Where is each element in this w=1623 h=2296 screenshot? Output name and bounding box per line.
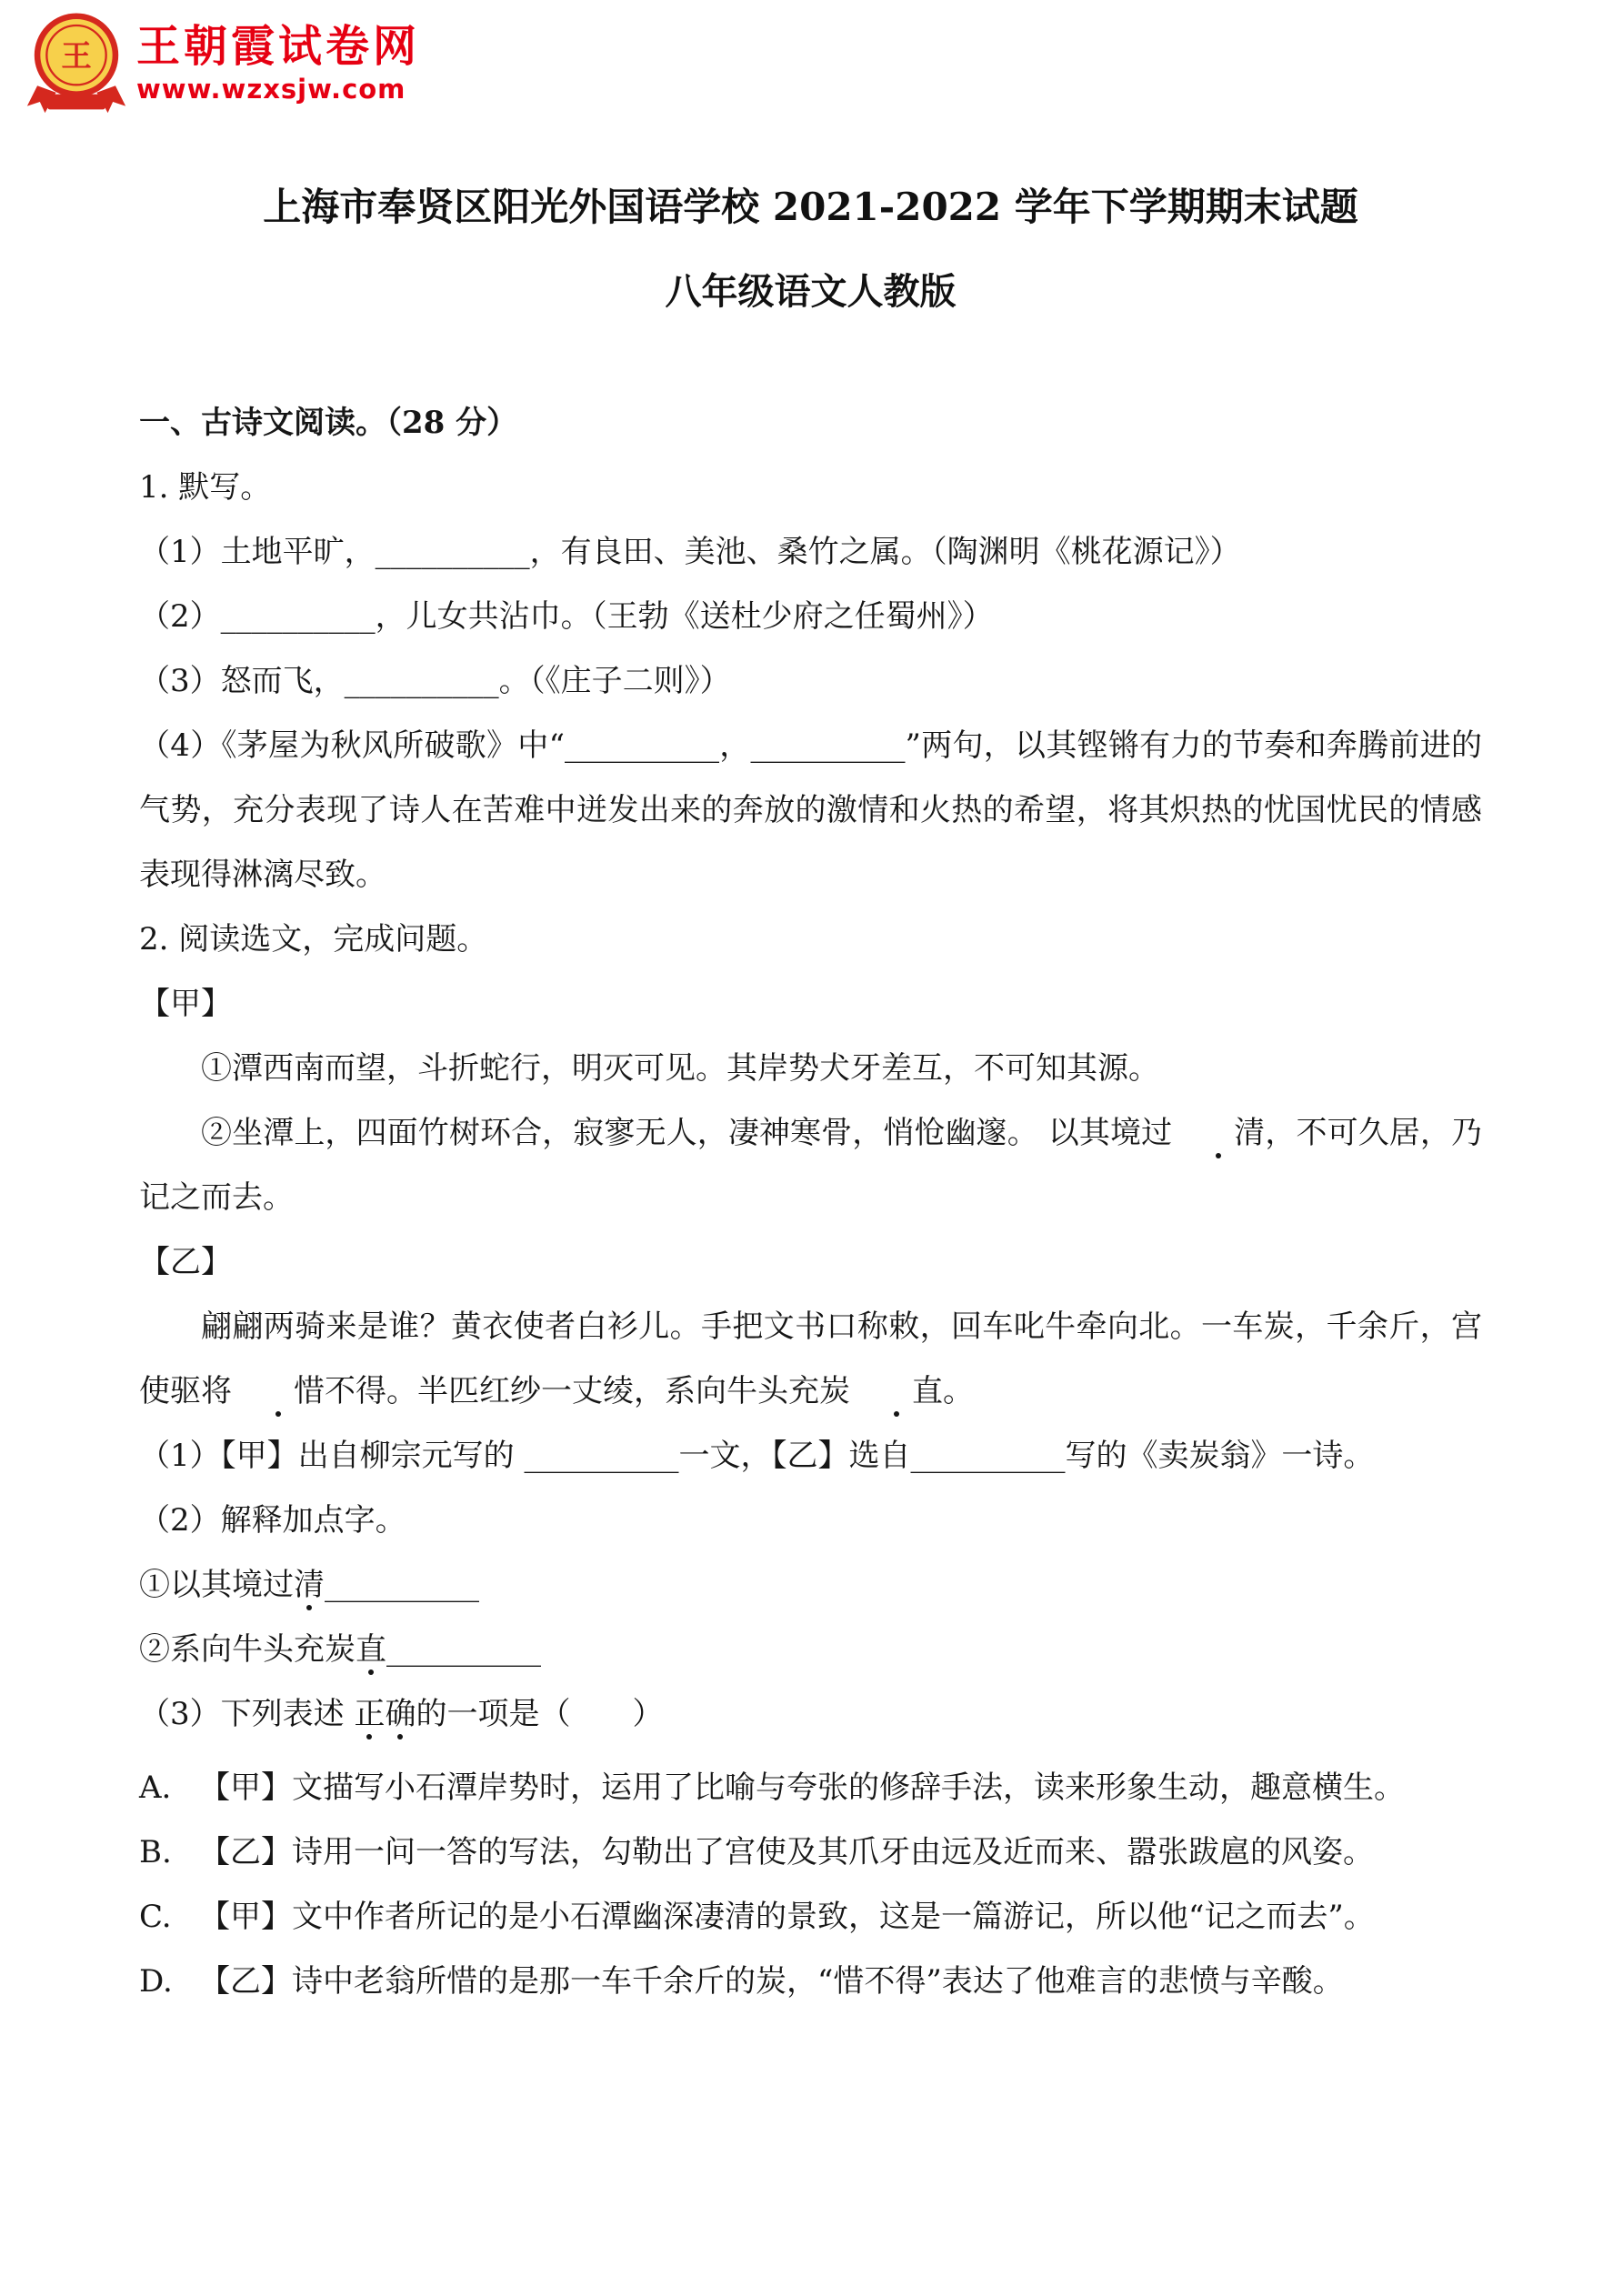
option-item-a bbox=[139, 1756, 1482, 1820]
brand-seal-icon bbox=[25, 10, 127, 117]
passage-text: 。 bbox=[943, 1373, 974, 1410]
q2-sub1: （1）【甲】出自柳宗元写的 __________一文，【乙】选自__________写的《卖炭翁》一诗。 bbox=[139, 1438, 1375, 1475]
passage-jia-p2 bbox=[139, 1101, 1482, 1230]
seal-character: 王 bbox=[61, 36, 92, 74]
brand-name: 王朝霞试卷网 bbox=[136, 20, 421, 72]
brand-text-block bbox=[136, 20, 421, 105]
emphasized-char: 惜 bbox=[232, 1376, 325, 1407]
option-text: 【甲】文中作者所记的是小石潭幽深凄清的景致，这是一篇游记，所以他“记之而去”。 bbox=[199, 1899, 1375, 1936]
section-heading: 一、古诗文阅读。（28 分） bbox=[139, 405, 518, 442]
passage-yi-text bbox=[139, 1295, 1482, 1424]
passage-text: 翩翩两骑来是谁？黄衣使者白衫儿。手把文书口称敕，回车叱牛牵向北。一车炭，千余斤，宫使驱将 bbox=[139, 1308, 1482, 1410]
brand-url[interactable]: www.wzxsjw.com bbox=[136, 74, 406, 105]
question-text: （3）下列表述 bbox=[139, 1696, 355, 1733]
passage-text: 不得。半匹红纱一丈绫，系向牛头充炭 bbox=[325, 1373, 850, 1410]
emphasized-char: 直 bbox=[850, 1376, 943, 1407]
page-content bbox=[0, 185, 1623, 2069]
passage-jia-p1: ①潭西南而望，斗折蛇行，明灭可见。其岸势犬牙差互，不可知其源。 bbox=[201, 1050, 1159, 1088]
q2-sub3 bbox=[139, 1682, 1482, 1747]
emphasized-char: 清 bbox=[1172, 1118, 1265, 1148]
exam-title: 上海市奉贤区阳光外国语学校 2021-2022 学年下学期期末试题 bbox=[263, 185, 1358, 229]
q2-sub2-item2 bbox=[139, 1618, 1482, 1682]
emphasized-char: 直 bbox=[356, 1631, 386, 1669]
passage-jia-label: 【甲】 bbox=[139, 986, 232, 1023]
question-text: ②系向牛头充炭 bbox=[139, 1631, 356, 1669]
questions-body bbox=[139, 391, 1482, 2014]
option-label: D. bbox=[139, 1963, 173, 2000]
passage-yi-label: 【乙】 bbox=[139, 1244, 232, 1281]
options-list bbox=[139, 1756, 1482, 2014]
q1-item-1: （1）土地平旷，__________，有良田、美池、桑竹之属。（陶渊明《桃花源记》） bbox=[139, 534, 1241, 571]
option-item-d bbox=[139, 1950, 1482, 2014]
option-text: 【甲】文描写小石潭岸势时，运用了比喻与夸张的修辞手法，读来形象生动，趣意横生。 bbox=[199, 1770, 1405, 1807]
q1-item-2: （2）__________，儿女共沾巾。（王勃《送杜少府之任蜀州》） bbox=[139, 598, 994, 636]
option-label: C. bbox=[139, 1899, 172, 1936]
q2-stem: 2. 阅读选文，完成问题。 bbox=[139, 921, 488, 958]
option-label: A. bbox=[139, 1770, 172, 1807]
emphasized-char: 正 bbox=[354, 1696, 386, 1733]
question-text: 的一项是（ ） bbox=[416, 1696, 664, 1733]
q2-sub2-stem: （2）解释加点字。 bbox=[139, 1502, 406, 1539]
option-item-b bbox=[139, 1820, 1482, 1885]
option-text: 【乙】诗中老翁所惜的是那一车千余斤的炭，“惜不得”表达了他难言的悲愤与辛酸。 bbox=[199, 1963, 1344, 2000]
option-text: 【乙】诗用一问一答的写法，勾勒出了宫使及其爪牙由远及近而来、嚣张跋扈的风姿。 bbox=[199, 1834, 1374, 1871]
emphasized-char: 清 bbox=[294, 1567, 325, 1604]
brand-header bbox=[0, 0, 1623, 115]
question-text: ①以其境过 bbox=[139, 1567, 294, 1604]
passage-text: ②坐潭上，四面竹树环合，寂寥无人，凄神寒骨，悄怆幽邃。 以其境过 bbox=[201, 1115, 1173, 1152]
option-label: B. bbox=[139, 1834, 172, 1871]
answer-blank: __________ bbox=[325, 1567, 479, 1604]
emphasized-char: 确 bbox=[385, 1696, 416, 1733]
q1-stem: 1. 默写。 bbox=[139, 469, 272, 506]
answer-blank: __________ bbox=[386, 1631, 541, 1669]
q1-item-4: （4）《茅屋为秋风所破歌》中“__________，__________”两句，以其铿锵有力的节奏和奔腾前进的气势，充分表现了诗人在苦难中迸发出来的奔放的激情和火热的希望，将其炽热的忧国忧民的情感表现得淋漓尽致。 bbox=[139, 727, 1482, 894]
q1-item-3: （3）怒而飞，__________。（《庄子二则》） bbox=[139, 663, 731, 700]
passage-text: ，不可久居，乃记之而去。 bbox=[139, 1115, 1483, 1217]
q2-sub2-item1 bbox=[139, 1553, 1482, 1618]
option-item-c bbox=[139, 1885, 1482, 1950]
exam-subtitle: 八年级语文人教版 bbox=[665, 270, 957, 314]
